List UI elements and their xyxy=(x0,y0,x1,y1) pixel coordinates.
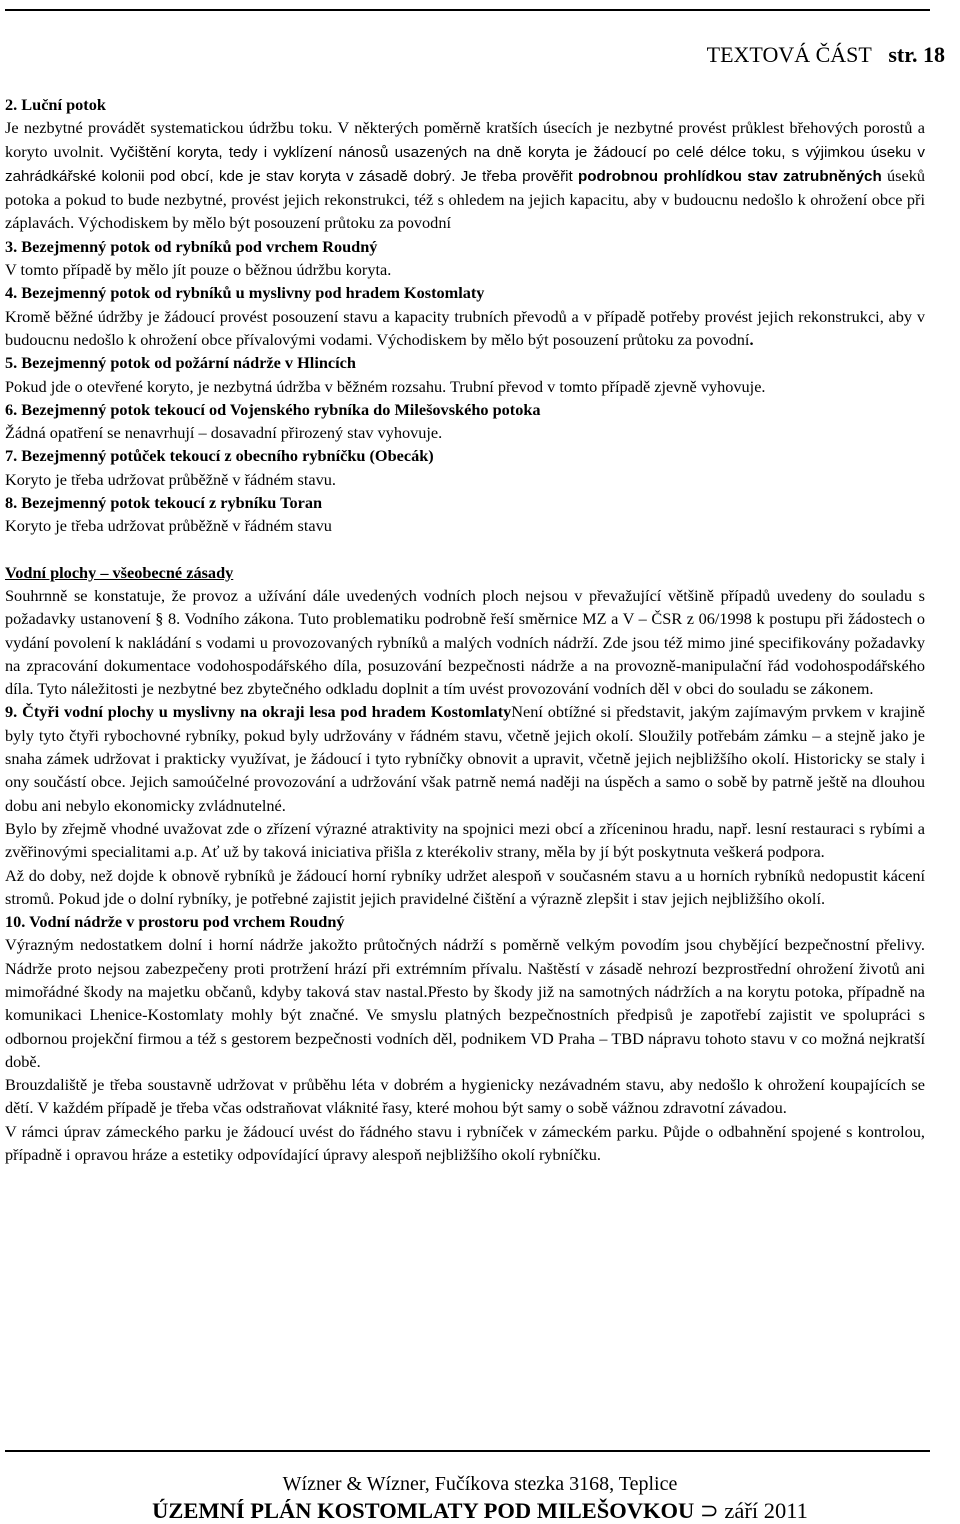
water-areas-heading: Vodní plochy – všeobecné zásady xyxy=(5,562,234,582)
section-3-text: V tomto případě by mělo jít pouze o běžnou údržbu koryta. xyxy=(5,260,392,280)
section-3-heading: 3. Bezejmenný potok od rybníků pod vrchem Roudný xyxy=(5,236,378,256)
spacer xyxy=(5,538,925,561)
section-2-paragraph xyxy=(5,116,925,234)
section-2-text-2: Vyčištění koryta, tedy i vyklízení nánosů usazených na dně koryta je žádoucí po celé délce toku, s výjimkou úseku v zahrádkářské kolonii pod obcí, kde je stav koryta v zásadě dobrý. xyxy=(5,143,926,185)
section-4-heading: 4. Bezejmenný potok od rybníků u myslivny pod hradem Kostomlaty xyxy=(5,283,485,303)
document-body xyxy=(5,93,925,1166)
section-2-text-3b: podrobnou prohlídkou stav zatrubněných xyxy=(577,167,882,185)
footer-author: Wízner & Wízner, Fučíkova stezka 3168, Teplice xyxy=(282,1473,678,1495)
section-7-text: Koryto je třeba udržovat průběžně v řádném stavu. xyxy=(5,469,336,489)
footer-date: září 2011 xyxy=(724,1498,808,1523)
section-9-text-2: Bylo by zřejmě vhodné uvažovat zde o zřízení výrazné atraktivity na spojnici mezi obcí a zříceninou hradu, např. lesní restauraci s rybími a zvěřinovými specialitami a.p. Ať už by taková iniciativa přišla z kterékoliv strany, měla by jí být poskytnuta veškerá podpora. xyxy=(5,818,925,862)
section-9-text-1: Není obtížné si představit, jakým zajímavým prvkem v krajině byly tyto čtyři rybochovné rybníky, pokud byly udržovány v řádném stavu, včetně jejich okolí. Sloužily potřebám zámku – a stejně jako je snaha zámek udržovat i prakticky využívat, je žádoucí i tyto rybníčky obnovit a upravit, včetně jejich nejbližšího okolí. Historicky se staly i ony součástí obce. Jejich samoúčelné provozování a udržování však patrně nemá naději na úspěch a samo o sobě by patrně ještě na dlouhou dobu ani nebylo ekonomicky zvládnutelné. xyxy=(5,702,925,815)
section-2-text-3a: Je třeba prověřit xyxy=(460,167,573,185)
page-header xyxy=(0,42,945,68)
section-2-text-1: Je nezbytné provádět systematickou údržbu toku. V některých poměrně kratších úsecích je nezbytné provést průklest břehových porostů a koryto uvolnit. xyxy=(5,118,925,161)
section-2-text-3c: úseků potoka a pokud to bude nezbytné, provést jejich rekonstrukci, též s ohledem na jejich kapacitu, aby v budoucnu nedošlo k ohrožení obce při záplavách. Východiskem by mělo být posouzení průtoku za povodní xyxy=(5,165,925,233)
section-10-heading: 10. Vodní nádrže v prostoru pod vrchem Roudný xyxy=(5,912,345,932)
water-areas-heading-row xyxy=(5,561,925,584)
section-10-text-1: Výrazným nedostatkem dolní i horní nádrže jakožto průtočných nádrží s poměrně velkým povodím jsou chybějící bezpečnostní přelivy. Nádrže proto nejsou zabezpečeny proti protržení hrází při extrémním přívalu. Naštěstí v zásadě nehrozí bezprostřední ohrožení životů ani mimořádné škody na majetku občanů, kdyby taková stav nastal.Přesto by škody již na samotných nádržích a na korytu potoka, případně na komunikaci Lhenice-Kostomlaty mohly být značné. Ve smyslu platných bezpečnostních předpisů je zapotřebí zajistit ve spolupráci s odbornou projekční firmou a též s gestorem bezpečnosti vodních děl, podnikem VD Praha – TBD nápravu tohoto stavu v co možná nejkratší době. xyxy=(5,935,925,1071)
section-9-paragraph xyxy=(5,700,925,816)
section-5-heading: 5. Bezejmenný potok od požární nádrže v Hlincích xyxy=(5,353,356,373)
footer-plan-name: ÚZEMNÍ PLÁN KOSTOMLATY POD MILEŠOVKOU xyxy=(152,1498,695,1523)
section-5-text: Pokud jde o otevřené koryto, je nezbytná údržba v běžném rozsahu. Trubní převod v tomto případě zjevně vyhovuje. xyxy=(5,376,766,396)
section-7-heading: 7. Bezejmenný potůček tekoucí z obecního rybníčku (Obecák) xyxy=(5,446,434,466)
section-9-text-3: Až do doby, než dojde k obnově rybníků je žádoucí horní rybníky udržet alespoň v současném stavu a u horních rybníků nedopustit kácení stromů. Pokud jde o dolní rybníky, je potřebné zajistit jejich pravidelné čištění a výrazně zlepšit i stav jejich nejbližšího okolí. xyxy=(5,865,925,908)
section-8-heading: 8. Bezejmenný potok tekoucí z rybníku Toran xyxy=(5,493,323,513)
footer-rule xyxy=(5,1450,930,1452)
section-4-paragraph xyxy=(5,305,925,352)
section-10-text-2: Brouzdaliště je třeba soustavně udržovat v průběhu léta v dobrém a hygienicky nezávadném stavu, aby nedošlo k ohrožení koupajících se dětí. V každém případě je třeba včas odstraňovat vláknité řasy, které mohou být samy o sobě vážnou zdravotní závadou. xyxy=(5,1075,925,1118)
header-rule xyxy=(5,9,930,11)
section-4-text: Kromě běžné údržby je žádoucí provést posouzení stavu a kapacity trubních převodů a v případě potřeby provést jejich rekonstrukci, aby v budoucnu nedošlo k ohrožení obce přívalovými vodami. Východiskem by mělo být posouzení průtoku za povodní xyxy=(5,306,925,349)
section-4-period: . xyxy=(749,329,754,349)
section-10-text-3: V rámci úprav zámeckého parku je žádoucí uvést do řádného stavu i rybníček v zámeckém parku. Půjde o odbahnění spojené s kontrolou, případně i opravou hráze a estetiky odpovídající úpravy alespoň nejbližšího okolí rybníčku. xyxy=(5,1121,925,1165)
header-title: TEXTOVÁ ČÁST xyxy=(706,42,872,67)
footer-plan-title xyxy=(0,1498,960,1524)
header-page-number: str. 18 xyxy=(888,42,945,67)
section-8-text: Koryto je třeba udržovat průběžně v řádném stavu xyxy=(5,516,332,536)
section-6-text: Žádná opatření se nenavrhují – dosavadní přirozený stav vyhovuje. xyxy=(5,423,443,443)
section-2-heading: 2. Luční potok xyxy=(5,95,106,114)
footer-symbol: ⊃ xyxy=(699,1498,719,1523)
water-areas-text: Souhrnně se konstatuje, že provoz a užívání dále uvedených vodních ploch nejsou v převažující většině případů uvedeny do souladu s požadavky ustanovení § 8. Vodního zákona. Tuto problematiku podrobně řeší směrnice MZ a V – ČSR z 06/1998 k postupu při žádostech o vydání povolení k nakládání s vodami u provozovaných rybníků a malých vodních nádrží. Zde jsou též mimo jiné specifikovány požadavky na zpracování dokumentace vodohospodářského díla, posuzování bezpečnosti nádrže a na provozně-manipulační řád vodohospodářského díla. Tyto náležitosti je nezbytné bez zbytečného odkladu doplnit a tím uvést provozování vodních děl v obci do souladu se zákonem. xyxy=(5,585,925,699)
section-6-heading: 6. Bezejmenný potok tekoucí od Vojenského rybníka do Milešovského potoka xyxy=(5,399,541,419)
section-9-heading: 9. Čtyři vodní plochy u myslivny na okraji lesa pod hradem Kostomlaty xyxy=(5,702,512,722)
